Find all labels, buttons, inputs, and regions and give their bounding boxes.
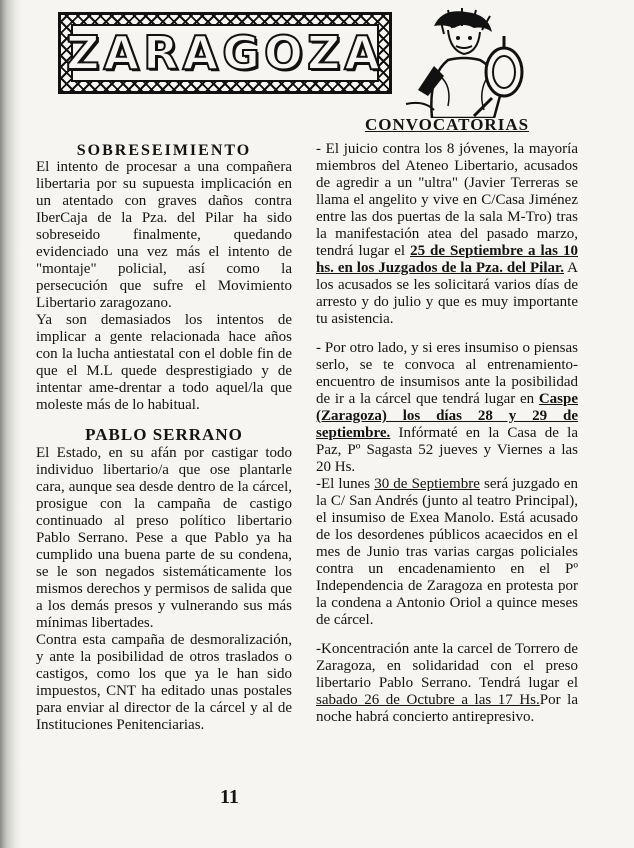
masthead-panel [66,24,384,82]
juicio-text: - El juicio contra los 8 jóvenes, la mayoría miembros del Ateneo Libertario, acusados de agredir a un "ultra" (Javier Terreras se llama el angelito y vive en C/Casa Jiménez entre las dos puertas de la sala M-Tro) tras la manifestación atea del pasado marzo, tendrá lugar el [316,141,578,259]
masthead-banner [58,12,392,94]
binding-shadow [0,0,22,848]
sobreseimiento-paragraph-1: El intento de procesar a una compañera libertaria por su supuesta implicación en un atentado con graves daños contra IberCaja de la Pza. del Pilar ha sido sobreseido finalmente, quedando evidenciado una vez más el intento de "montaje" policial, así como la persecución que sufre el Movimiento Libertario zaragozano. [36,159,292,311]
left-column [36,142,292,734]
pablo-serrano-paragraph-2: Contra esta campaña de desmoralización, y ante la posibilidad de otros traslados o castigos, como los que ya le han sido impuestos, CNT ha editado unas postales para enviar al director de la cárcel y al de Instituciones Penitenciarias. [36,632,292,733]
insumisos-text-end: Infórmaté en la Casa de la Paz, Pº Sagasta 52 jueves y Viernes a las 20 Hs. [316,425,579,475]
koncentracion-date-underline: sabado 26 de Octubre a las 17 Hs. [316,692,540,708]
convocatoria-koncentracion [316,641,578,726]
convocatoria-juicio-manolo [316,476,578,629]
insumisos-text: - Por otro lado, y si eres insumiso o piensas serlo, se te convoca al entrenamiento-encuentro de insumisos ante la posibilidad de ir a la cárcel que tendrá lugar en [316,340,578,407]
manolo-text: -El lunes [316,476,371,492]
pablo-serrano-paragraph-1: El Estado, en su afán por castigar todo individuo libertario/a que ose plantarle cara, aunque sea desde dentro de la cárcel, prosigue con la campaña de castigo continuado al preso político libertario Pablo Serrano. Pese a que Pablo ya ha cumplido una buena parte de su condena, se le son negados sistemáticamente los mismos derechos y permisos de salida que a los demás presos y vulnerando sus más mínimas libertades. [36,445,292,631]
insumisos-date-highlight: Caspe (Zaragoza) los días 28 y 29 de septiembre. [316,391,579,441]
section-heading-pablo-serrano: PABLO SERRANO [85,425,243,444]
manolo-text-end: será juzgado en la C/ San Andrés (junto al teatro Principal), el insumiso de Exea Manolo. Está acusado de los desordenes públicos acaecidos en el mes de Junio tras varias cargas policiales contra un encadenamiento en el Pº Independencia de Zaragoza en protesta por la condena a Antonio Oriol a quince meses de cárcel. [316,476,578,628]
section-heading-convocatorias: CONVOCATORIAS [364,115,530,134]
page-number: 11 [220,786,239,808]
juicio-date-highlight: 25 de Septiembre a las 10 hs. en los Juzgados de la Pza. del Pilar. [316,243,578,276]
juicio-text-end: A los acusados se les solicitará varios días de arresto y do julio y que es muy importante tu asistencia. [316,260,578,327]
anarchist-figure-illustration [404,6,528,118]
masthead-title: ZARAGOZA [66,26,384,80]
right-column [316,116,578,726]
manolo-date-underline: 30 de Septiembre [374,476,480,492]
sobreseimiento-paragraph-2: Ya son demasiados los intentos de implicar a gente relacionada hace años con la lucha antiestatal con el doble fin de que el M.L quede desprestigiado y de intentar ame-drentar a todo aquel/la que moleste más de lo habitual. [36,312,292,413]
koncentracion-text: -Koncentración ante la carcel de Torrero de Zaragoza, en solidaridad con el preso libertario Pablo Serrano. Tendrá lugar el [316,641,578,691]
convocatoria-insumisos [316,340,578,476]
section-heading-sobreseimiento: SOBRESEIMIENTO [76,142,252,159]
koncentracion-text-end: Por la noche habrá concierto antirepresivo. [316,692,578,725]
convocatoria-juicio [316,141,578,328]
